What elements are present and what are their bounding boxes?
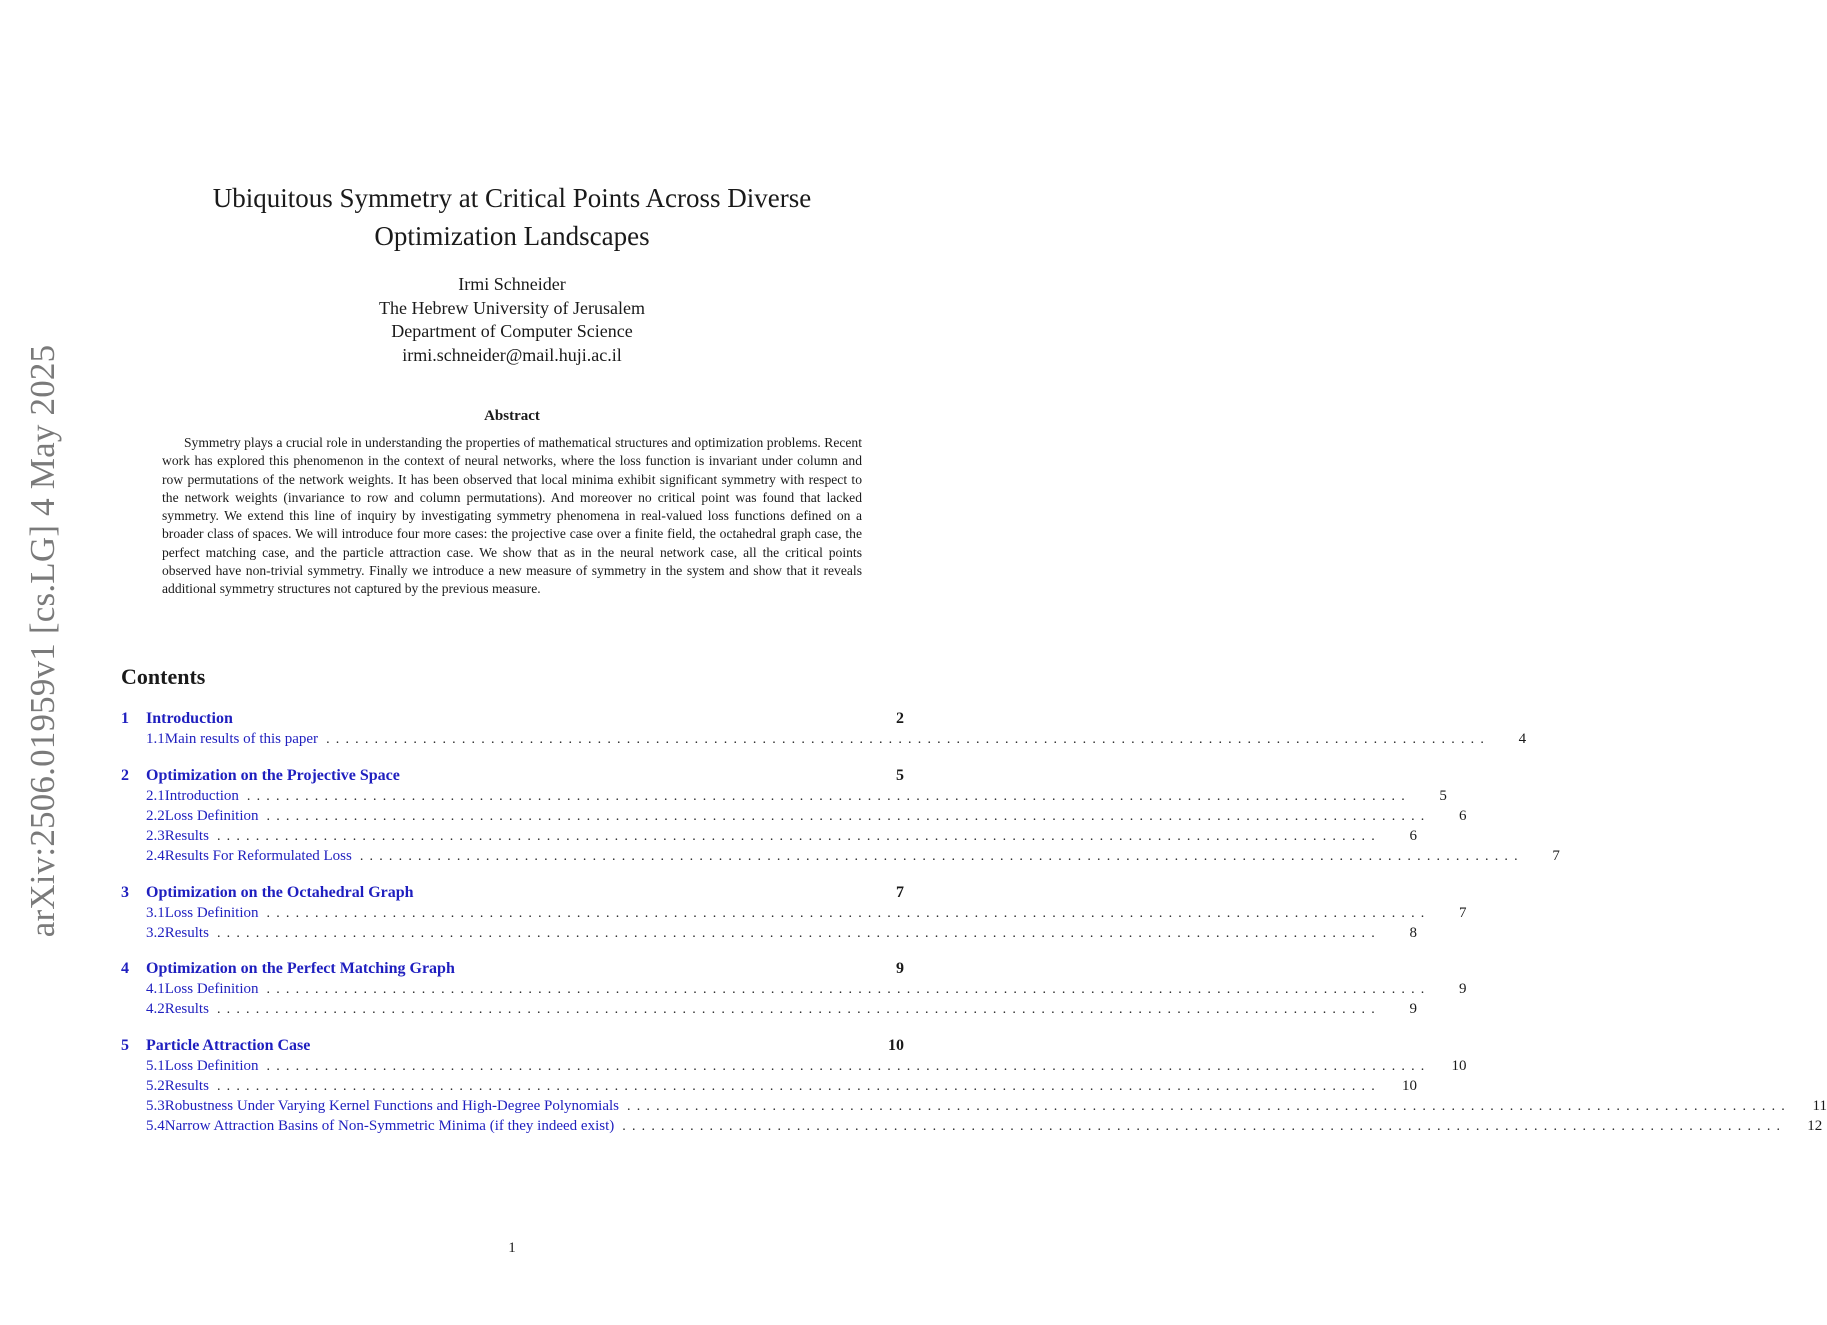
toc-leader-dots: ........................................................................................................................ xyxy=(266,1059,1431,1074)
toc-subsection-number: 3.1 xyxy=(146,905,165,921)
paper-title xyxy=(0,179,1024,255)
toc-section-3[interactable] xyxy=(121,884,904,904)
toc-subsection-number: 3.2 xyxy=(146,925,165,942)
abstract-heading: Abstract xyxy=(484,408,540,424)
toc-leader-dots: ........................................................................................................................ xyxy=(246,789,1411,804)
toc-section-4[interactable] xyxy=(121,960,904,980)
toc-subsection-title[interactable]: Results xyxy=(164,925,209,942)
toc-leader-dots: ........................................................................................................................ xyxy=(266,906,1431,921)
toc-subsection-page: 12 xyxy=(1807,1118,1823,1135)
toc-subsection-number: 1.1 xyxy=(146,731,165,747)
toc-subsection-page: 9 xyxy=(1409,1001,1417,1018)
toc-subsection-title[interactable]: Loss Definition xyxy=(164,808,259,825)
toc-subsection-title[interactable]: Loss Definition xyxy=(164,905,259,921)
toc-leader-dots: ........................................................................................................................ xyxy=(216,926,1381,942)
author-email: irmi.schneider@mail.huji.ac.il xyxy=(402,344,622,365)
toc-subsection-number: 5.4 xyxy=(146,1118,165,1135)
toc-section-title[interactable]: Optimization on the Perfect Matching Graph xyxy=(146,960,455,977)
toc-subsection-number: 2.3 xyxy=(146,828,165,845)
abstract-text: Symmetry plays a crucial role in understanding the properties of mathematical structures and optimization problems. Recent work has explored this phenomenon in the context of neural networks, where the loss function is invariant under column and row permutations of the network weights. It has been observed that local minima exhibit significant symmetry with respect to the network weights (invariance to row and column permutations). And moreover no critical point was found that lacked symmetry. We extend this line of inquiry by investigating symmetry phenomena in real-valued loss functions defined on a broader class of spaces. We will introduce four more cases: the projective case over a finite field, the octahedral graph case, the perfect matching case, and the particle attraction case. We show that as in the neural network case, all the critical points observed have non-trivial symmetry. Finally we introduce a new measure of symmetry in the system and show that it reveals additional symmetry structures not captured by the previous measure. xyxy=(162,435,862,597)
toc-section-title[interactable]: Optimization on the Octahedral Graph xyxy=(146,884,414,901)
toc-leader-dots: ........................................................................................................................ xyxy=(216,829,1381,845)
author-affiliation: The Hebrew University of Jerusalem xyxy=(379,297,645,318)
toc-subsection-page: 10 xyxy=(1451,1058,1467,1074)
author-block xyxy=(0,273,1024,367)
toc-subsection-5.4[interactable] xyxy=(121,1118,1823,1138)
toc-leader-dots: ........................................................................................................................ xyxy=(266,982,1431,997)
contents-heading: Contents xyxy=(121,664,206,689)
toc-subsection-page: 6 xyxy=(1459,808,1467,825)
toc-section-number: 4 xyxy=(121,960,129,977)
toc-section-number: 2 xyxy=(121,767,129,784)
toc-section-2[interactable] xyxy=(121,767,904,787)
toc-section-title[interactable]: Introduction xyxy=(146,710,233,727)
toc-section-page: 10 xyxy=(888,1037,904,1054)
toc-section-1[interactable] xyxy=(121,710,904,730)
toc-subsection-2.2[interactable] xyxy=(121,808,1467,828)
toc-subsection-title[interactable]: Robustness Under Varying Kernel Functions and High-Degree Polynomials xyxy=(164,1098,619,1115)
author-department: Department of Computer Science xyxy=(391,321,633,341)
author-name: Irmi Schneider xyxy=(458,274,566,294)
toc-leader-dots: ........................................................................................................................ xyxy=(627,1099,1791,1115)
toc-subsection-page: 4 xyxy=(1518,731,1527,747)
toc-section-5[interactable] xyxy=(121,1037,904,1057)
toc-subsection-number: 5.2 xyxy=(146,1078,165,1095)
toc-section-page: 9 xyxy=(896,960,904,977)
toc-section-page: 5 xyxy=(896,767,904,784)
toc-subsection-1.1[interactable] xyxy=(121,731,1527,751)
toc-subsection-3.2[interactable] xyxy=(121,925,1417,945)
toc-subsection-number: 2.2 xyxy=(146,808,165,825)
toc-subsection-title[interactable]: Results xyxy=(164,1078,209,1095)
toc-subsection-page: 10 xyxy=(1401,1078,1417,1095)
toc-leader-dots: ........................................................................................................................ xyxy=(266,809,1431,825)
title-line-2: Optimization Landscapes xyxy=(374,221,650,251)
toc-subsection-title[interactable]: Main results of this paper xyxy=(164,731,319,747)
toc-subsection-title[interactable]: Narrow Attraction Basins of Non-Symmetric Minima (if they indeed exist) xyxy=(164,1118,615,1135)
toc-subsection-number: 2.4 xyxy=(146,848,165,865)
toc-subsection-title[interactable]: Results For Reformulated Loss xyxy=(164,848,352,865)
toc-section-title[interactable]: Particle Attraction Case xyxy=(146,1037,311,1054)
toc-subsection-5.1[interactable] xyxy=(121,1058,1467,1078)
toc-subsection-4.1[interactable] xyxy=(121,981,1467,1001)
toc-subsection-page: 7 xyxy=(1552,848,1560,865)
toc-subsection-number: 5.3 xyxy=(146,1098,165,1115)
toc-leader-dots: ........................................................................................................................ xyxy=(216,1002,1381,1018)
toc-section-page: 2 xyxy=(896,710,904,727)
toc-subsection-number: 2.1 xyxy=(146,788,165,804)
toc-subsection-3.1[interactable] xyxy=(121,905,1467,925)
toc-leader-dots: ........................................................................................................................ xyxy=(326,732,1491,747)
page-number: 1 xyxy=(508,1240,516,1256)
toc-subsection-page: 6 xyxy=(1409,828,1417,845)
toc-subsection-title[interactable]: Introduction xyxy=(164,788,239,804)
toc-subsection-2.4[interactable] xyxy=(121,848,1560,868)
toc-subsection-page: 8 xyxy=(1409,925,1417,942)
toc-subsection-5.2[interactable] xyxy=(121,1078,1417,1098)
toc-subsection-page: 7 xyxy=(1459,905,1467,921)
toc-section-page: 7 xyxy=(896,884,904,901)
toc-subsection-page: 5 xyxy=(1439,788,1447,804)
toc-section-number: 3 xyxy=(121,884,129,901)
arxiv-identifier-stamp: arXiv:2506.01959v1 [cs.LG] 4 May 2025 xyxy=(23,344,62,938)
toc-subsection-title[interactable]: Loss Definition xyxy=(164,1058,259,1074)
toc-subsection-page: 9 xyxy=(1459,981,1467,997)
toc-section-number: 5 xyxy=(121,1037,129,1054)
toc-subsection-4.2[interactable] xyxy=(121,1001,1417,1021)
toc-subsection-page: 11 xyxy=(1812,1098,1827,1115)
toc-leader-dots: ........................................................................................................................ xyxy=(359,849,1524,865)
toc-subsection-2.3[interactable] xyxy=(121,828,1417,848)
toc-subsection-5.3[interactable] xyxy=(121,1098,1827,1118)
toc-subsection-number: 5.1 xyxy=(146,1058,165,1074)
title-line-1: Ubiquitous Symmetry at Critical Points Across Diverse xyxy=(212,183,812,213)
toc-leader-dots: ........................................................................................................................ xyxy=(622,1119,1787,1135)
toc-section-number: 1 xyxy=(121,710,129,727)
toc-subsection-title[interactable]: Results xyxy=(164,828,209,845)
toc-subsection-number: 4.2 xyxy=(146,1001,165,1018)
toc-leader-dots: ........................................................................................................................ xyxy=(216,1079,1381,1095)
toc-subsection-title[interactable]: Loss Definition xyxy=(164,981,259,997)
toc-subsection-number: 4.1 xyxy=(146,981,165,997)
toc-section-title[interactable]: Optimization on the Projective Space xyxy=(146,767,400,784)
toc-subsection-title[interactable]: Results xyxy=(164,1001,209,1018)
toc-subsection-2.1[interactable] xyxy=(121,788,1447,808)
